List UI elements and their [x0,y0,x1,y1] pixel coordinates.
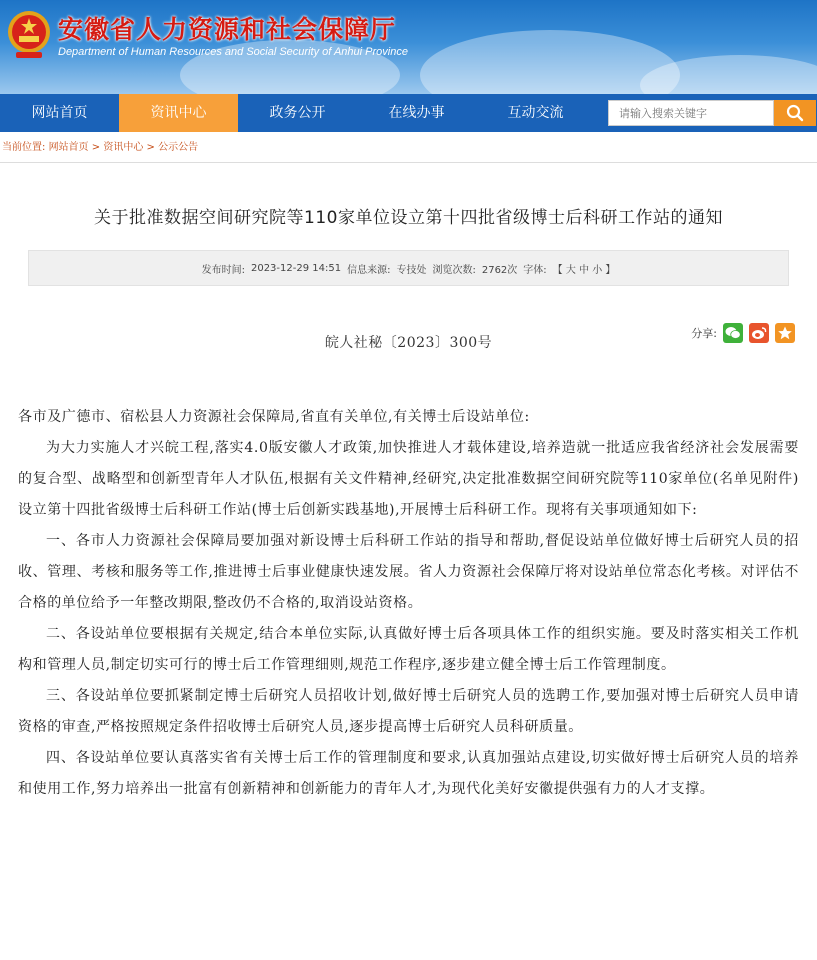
article-paragraph: 一、各市人力资源社会保障局要加强对新设博士后科研工作站的指导和帮助,督促设站单位做好博士后研究人员的招收、管理、考核和服务等工作,推进博士后事业健康快速发展。省人力资源社会保障厅将对设站单位常态化考核。对评估不合格的单位给予一年整改期限,整改仍不合格的,取消设站资格。 [18,533,799,611]
search-input[interactable] [608,100,774,126]
views-label: 浏览次数: [432,264,476,276]
document-number: 皖人社秘〔2023〕300号 [324,335,493,351]
wechat-icon [725,326,741,340]
breadcrumb-link-home[interactable]: 网站首页 [48,142,89,153]
share-bar [691,323,795,343]
search-button[interactable] [774,100,816,126]
search-icon [786,104,804,122]
view-count: 2762次 [481,264,518,276]
share-favorite-button[interactable] [775,323,795,343]
site-title[interactable]: 安徽省人力资源和社会保障厅 [58,15,397,44]
star-icon [777,325,793,341]
weibo-icon [751,326,767,340]
article-paragraph: 为大力实施人才兴皖工程,落实4.0版安徽人才政策,加快推进人才载体建设,培养造就一批适应我省经济社会发展需要的复合型、战略型和创新型青年人才队伍,根据有关文件精神,经研究,决定批准数据空间研究院等110家单位(名单见附件)设立第十四批省级博士后科研工作站(博士后创新实践基地),开展博士后科研工作。现将有关事项通知如下: [18,440,799,518]
nav-item-home[interactable]: 网站首页 [31,105,88,121]
breadcrumb-separator: > [91,142,101,153]
nav-item-interaction[interactable]: 互动交流 [507,105,564,121]
font-size-label: 字体: [523,264,547,276]
breadcrumb-separator: > [146,142,155,153]
site-subtitle: Department of Human Resources and Social Security of Anhui Province [58,46,408,58]
breadcrumb-link-notice[interactable]: 公示公告 [158,142,199,153]
breadcrumb [0,132,817,163]
article-title: 关于批准数据空间研究院等110家单位设立第十四批省级博士后科研工作站的通知 [94,208,723,228]
nav-item-news[interactable]: 资讯中心 [119,94,238,132]
header-banner [0,0,817,94]
share-weibo-button[interactable] [749,323,769,343]
nav-item-gov-affairs[interactable]: 政务公开 [269,105,326,121]
publish-time-label: 发布时间: [201,264,245,276]
publish-time: 2023-12-29 14:51 [250,262,342,274]
article-paragraph: 二、各设站单位要根据有关规定,结合本单位实际,认真做好博士后各项具体工作的组织实施。要及时落实相关工作机构和管理人员,制定切实可行的博士后工作管理细则,规范工作程序,逐步建立健全博士后工作管理制度。 [18,626,799,673]
share-wechat-button[interactable] [723,323,743,343]
share-label: 分享: [691,327,717,340]
nav-item-online-service[interactable]: 在线办事 [388,105,445,121]
main-nav [0,94,817,132]
breadcrumb-prefix: 当前位置: [2,142,46,153]
source: 专技处 [396,264,427,276]
source-label: 信息来源: [347,264,391,276]
article-meta [28,250,789,286]
breadcrumb-link-news[interactable]: 资讯中心 [103,142,144,153]
article-paragraph: 三、各设站单位要抓紧制定博士后研究人员招收计划,做好博士后研究人员的选聘工作,要加强对博士后研究人员申请资格的审查,严格按照规定条件招收博士后研究人员,逐步提高博士后研究人员科研质量。 [18,688,799,735]
article-paragraph: 各市及广德市、宿松县人力资源社会保障局,省直有关单位,有关博士后设站单位: [18,409,530,425]
article-body [18,402,799,805]
article-container [18,203,799,805]
article-paragraph: 四、各设站单位要认真落实省有关博士后工作的管理制度和要求,认真加强站点建设,切实做好博士后研究人员的培养和使用工作,努力培养出一批富有创新精神和创新能力的青年人才,为现代化美好安徽提供强有力的人才支撑。 [18,750,799,797]
national-emblem-icon [6,8,52,60]
font-size-controls[interactable]: 【 大 中 小 】 [552,264,616,276]
